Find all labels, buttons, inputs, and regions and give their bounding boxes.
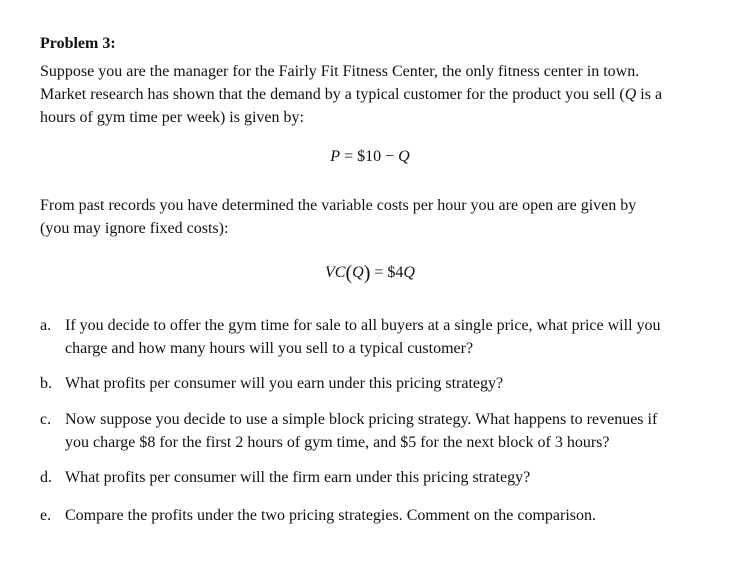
cost-lhs-var: Q (352, 264, 364, 281)
question-marker: b. (40, 375, 52, 392)
question-line: What profits per consumer will you earn under this pricing strategy? (65, 375, 504, 392)
question-text (65, 504, 720, 527)
question-text (65, 408, 720, 454)
problem-heading: Problem 3: (40, 35, 116, 52)
intro-line-2 (40, 83, 720, 106)
question-line: If you decide to offer the gym time for sale to all buyers at a single price, what price will you (65, 317, 661, 334)
question-marker: c. (40, 411, 52, 428)
intro-line-2-var: Q (624, 86, 637, 103)
question-line: What profits per consumer will the firm earn under this pricing strategy? (65, 469, 531, 486)
demand-rhs-var: Q (398, 148, 410, 165)
cost-line-2: (you may ignore fixed costs): (40, 220, 229, 237)
intro-line-2-post: is a (636, 86, 663, 103)
question-text (65, 466, 720, 489)
demand-rhs-prefix: = $10 − (340, 148, 399, 165)
question-line: charge and how many hours will you sell to a typical customer? (65, 340, 474, 357)
demand-lhs: P (330, 148, 341, 165)
intro-line-3: hours of gym time per week) is given by: (40, 109, 304, 126)
cost-lhs-open: ( (345, 262, 353, 284)
cost-rhs-prefix: = $4 (370, 264, 404, 281)
question-text (65, 314, 720, 360)
cost-paragraph (40, 194, 720, 240)
question-marker: e. (40, 507, 52, 524)
question-line: you charge $8 for the first 2 hours of gym time, and $5 for the next block of 3 hours? (65, 434, 610, 451)
question-text (65, 372, 720, 395)
question-line: Compare the profits under the two pricing strategies. Comment on the comparison. (65, 507, 596, 524)
intro-line-2-pre: Market research has shown that the demand by a typical customer for the product you sell ( (40, 86, 625, 103)
question-marker: a. (40, 317, 52, 334)
question-marker: d. (40, 469, 52, 486)
cost-lhs-func: VC (325, 264, 346, 281)
cost-line-1: From past records you have determined the variable costs per hour you are open are given by (40, 197, 637, 214)
cost-equation (0, 262, 740, 285)
intro-paragraph (40, 60, 720, 129)
question-line: Now suppose you decide to use a simple block pricing strategy. What happens to revenues if (65, 411, 658, 428)
cost-rhs-var: Q (403, 264, 415, 281)
intro-line-1: Suppose you are the manager for the Fairly Fit Fitness Center, the only fitness center in town. (40, 63, 640, 80)
cost-lhs-close: ) (363, 262, 371, 284)
demand-equation (0, 148, 740, 166)
